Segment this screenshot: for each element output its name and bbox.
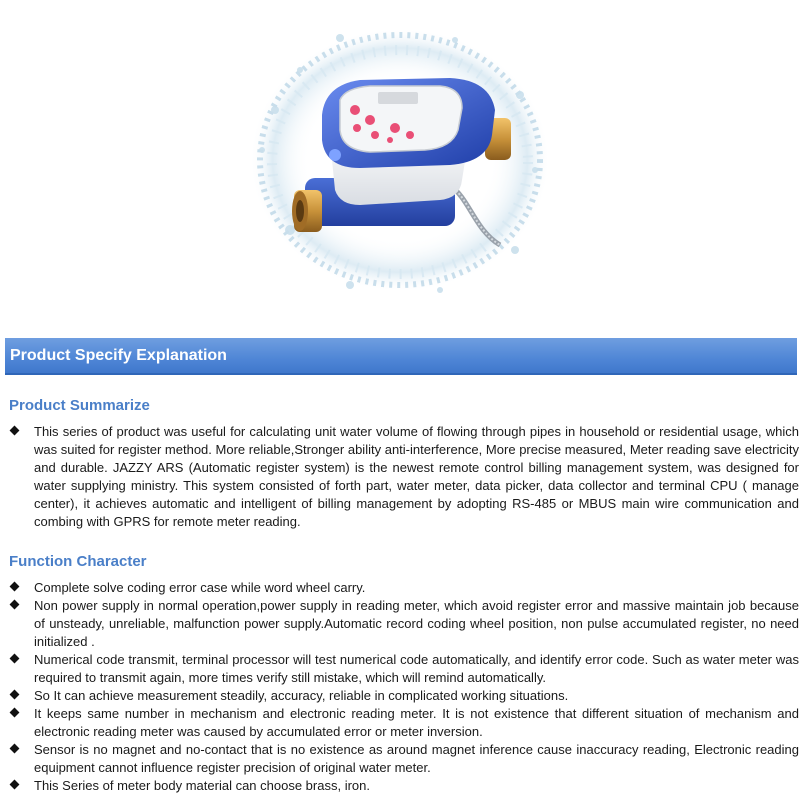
function-list bbox=[7, 579, 799, 795]
list-item-text: Non power supply in normal operation,power supply in reading meter, which avoid register error and massive maintain job because of unsteady, unreliable, malfunction power supply.Automatic record coding wheel position, non pulse accumulated register, no need initialized . bbox=[34, 598, 799, 649]
list-item-text: Complete solve coding error case while word wheel carry. bbox=[34, 580, 366, 595]
diamond-bullet-icon bbox=[10, 708, 20, 718]
list-item bbox=[7, 777, 799, 795]
product-image bbox=[0, 0, 805, 320]
diamond-bullet-icon bbox=[10, 690, 20, 700]
diamond-bullet-icon bbox=[10, 780, 20, 790]
list-item-text: So It can achieve measurement steadily, accuracy, reliable in complicated working situations. bbox=[34, 688, 569, 703]
list-item-text: This Series of meter body material can choose brass, iron. bbox=[34, 778, 370, 793]
list-item bbox=[7, 687, 799, 705]
function-heading: Function Character bbox=[9, 553, 147, 570]
summarize-heading: Product Summarize bbox=[9, 397, 150, 414]
list-item-text: This series of product was useful for calculating unit water volume of flowing through pipes in household or residential usage, which was suited for register method. More reliable,Stronger ability anti-interference, More precise measured, Meter reading save electricity and durable. JAZZY ARS (Automatic register system) is the newest remote control billing management system, was designed for water supplying ministry. This system consisted of forth part, water meter, data picker, data collector and terminal CPU ( manage center), it achieves automatic and intelligent of billing management by adopting RS-485 or MBUS main wire communication and combing with GPRS for remote meter reading. bbox=[34, 424, 799, 529]
list-item bbox=[7, 741, 799, 777]
diamond-bullet-icon bbox=[10, 600, 20, 610]
list-item bbox=[7, 705, 799, 741]
diamond-bullet-icon bbox=[10, 582, 20, 592]
summarize-list bbox=[7, 423, 799, 531]
list-item-text: Sensor is no magnet and no-contact that is no existence as around magnet inference cause inaccuracy reading, Electronic reading equipment cannot influence register precision of original water meter. bbox=[34, 742, 799, 775]
list-item-text: Numerical code transmit, terminal processor will test numerical code automatically, and identify error code. Such as water meter was required to transmit again, more times verify still mistake, which will remind automatically. bbox=[34, 652, 799, 685]
diamond-bullet-icon bbox=[10, 744, 20, 754]
diamond-bullet-icon bbox=[10, 426, 20, 436]
list-item-text: It keeps same number in mechanism and electronic reading meter. It is not existence that different situation of mechanism and electronic reading meter was caused by accumulated error or meter inversion. bbox=[34, 706, 799, 739]
list-item bbox=[7, 579, 799, 597]
section-banner bbox=[5, 338, 797, 375]
list-item bbox=[7, 651, 799, 687]
list-item bbox=[7, 423, 799, 531]
list-item bbox=[7, 597, 799, 651]
banner-title: Product Specify Explanation bbox=[10, 347, 227, 364]
diamond-bullet-icon bbox=[10, 654, 20, 664]
water-meter-illustration bbox=[0, 0, 805, 320]
